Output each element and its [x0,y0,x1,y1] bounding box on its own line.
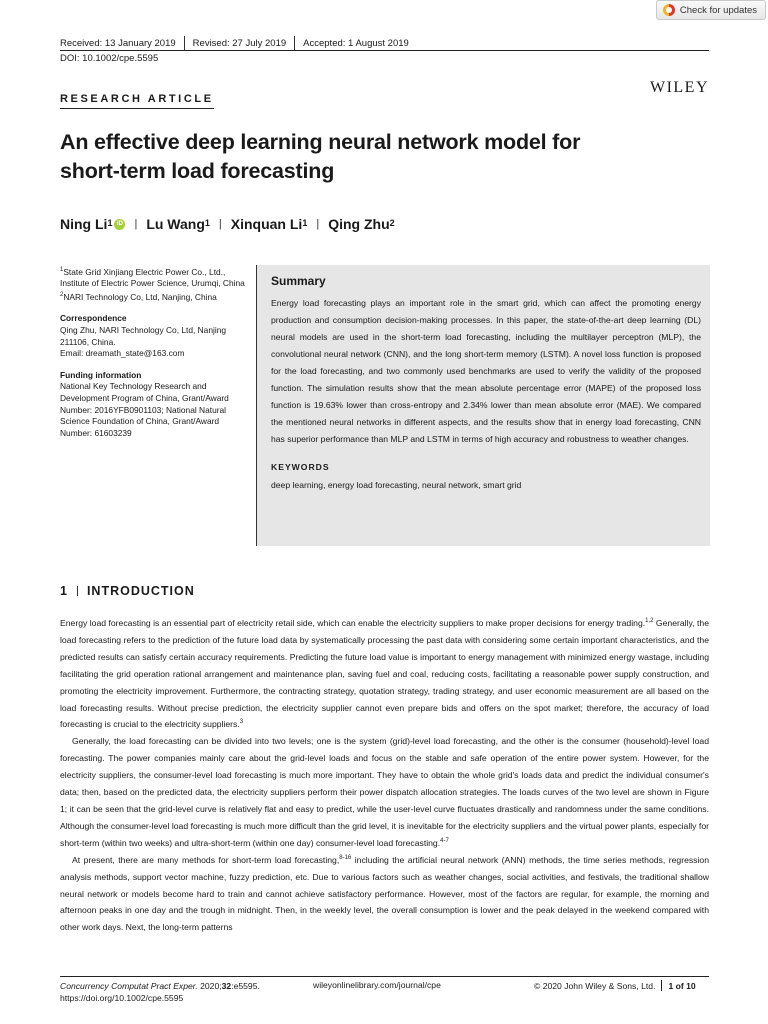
author-separator: | [316,218,320,230]
affiliation-mark: 1 [204,218,210,228]
funding-info [60,370,250,440]
citation-ref[interactable]: 8-16 [339,854,352,861]
affiliation-mark: 1 [60,267,64,273]
paragraph-text: Generally, the load forecasting can be divided into two levels; one is the system (grid)-level load forecasting, and the other is the consumer (household)-level load forecasting. The power companies mainly care about the grid-level loads and focus on the stable and safe operation of the entire power system. However, for the electricity suppliers, the consumer-level load forecasting is much more important. They have to obtain the whole grid's loads data and predict the individual consumer's data; then, based on the predicted data, the electricity suppliers perform their power dispatch allocation strategies. The loads curves of the two level are shown in Figure 1; it can be seen that the grid-level curve is relatively flat and easy to predict, while the user-level curve fluctuates drastically and randomness under the same conditions. Although the consumer-level load forecasting is much more difficult than the grid level, it is inevitable for the electricity suppliers and the virtual power plants, especially for short-term (within two weeks) and ultra-short-term (within one day) consumer-level load forecasting. [60,736,709,848]
article-type: RESEARCH ARTICLE [60,93,214,109]
footer-citation [60,980,260,1004]
article-title [60,128,700,186]
affiliations [60,265,250,303]
keywords: deep learning, energy load forecasting, neural network, smart grid [271,480,522,490]
check-for-updates-button[interactable] [656,0,766,20]
affiliation-mark: 1 [302,218,308,228]
page-number: 1 of 10 [668,980,696,991]
affiliation [60,265,250,290]
footer-right [534,980,696,991]
author-name[interactable]: Xinquan Li [230,216,303,232]
citation-ref[interactable]: 1,2 [645,618,654,625]
affiliation-mark: 2 [389,218,395,228]
received-date: Received: 13 January 2019 [60,37,176,49]
author-name[interactable]: Qing Zhu [328,216,390,232]
crossmark-icon [663,4,675,16]
author-list [60,216,395,232]
paragraph-text: Generally, the load forecasting refers to the prediction of the future load data by systematically processing the past data with considering some certain important characteristics, and the predicted results can satisfy certain accuracy requirements. Predicting the future load value is important to energy management with minimized energy wastage, including facilitating the grid operation rational arrangement and maintenance plan, saving fuel and coal, reducing costs, facilitating a reasonable power supply construction, and promoting the electricity improvement. Furthermore, the contracting strategy, quotation strategy, trading strategy, and user economic measurement are all based on the load forecasting results. Without precise prediction, the electricity supplier cannot even prepare bids and offers on the spot market; therefore, the accuracy of load forecasting is crucial to the electricity suppliers. [60,618,709,730]
accepted-date: Accepted: 1 August 2019 [303,37,409,49]
correspondence [60,313,250,359]
footer-separator [661,980,662,991]
affiliation-mark: 1 [107,218,113,228]
journal-site-link[interactable]: wileyonlinelibrary.com/journal/cpe [313,980,441,990]
affiliation-text: NARI Technology Co, Ltd, Nanjing, China [63,291,217,302]
affiliation-mark: 2 [60,291,64,298]
section-title: INTRODUCTION [86,584,195,598]
summary-heading: Summary [271,274,326,288]
article-info-column [60,265,250,449]
citation-article: :e5595. [231,981,260,991]
article-dates [60,36,409,50]
affiliation-text: State Grid Xinjiang Electric Power Co., Ltd., Institute of Electric Power Science, Urumqi, China [60,266,245,289]
correspondence-email[interactable]: Email: dreamath_state@163.com [60,348,185,359]
journal-citation [60,980,260,992]
paragraph [60,615,709,733]
date-separator [184,36,185,50]
funding-text: National Key Technology Research and Development Program of China, Grant/Award Number: 2016YFB0901103; National Natural Science Foundation of China, Grant/Award Number: 61603239 [60,381,229,438]
doi[interactable]: DOI: 10.1002/cpe.5595 [60,53,159,64]
paragraph-text: including the artificial neural network (ANN) methods, the time series methods, regression analysis methods, support vector machine, fuzzy prediction, etc. Due to various factors such as weather changes, social activities, and festivals, the traditional shallow neural network or models become hard to train and cannot achieve satisfactory performance. However, most of the factors are regular, for example, the morning and afternoon peaks in one day and the trough in midnight. Then, in the weekly level, the overall consumption is lower and the peak delayed in the weekend compared with other work days. Next, the long-term patterns [60,854,710,933]
citation-year: 2020; [197,981,222,991]
journal-name: Concurrency Computat Pract Exper. [60,981,198,991]
citation-ref[interactable]: 3 [239,719,244,726]
summary-box [256,265,710,546]
section-separator [77,586,78,596]
correspondence-text: Qing Zhu, NARI Technology Co, Ltd, Nanjing 211106, China. [60,324,227,347]
check-for-updates-label: Check for updates [679,4,757,16]
section-heading [60,584,195,598]
paragraph-text: At present, there are many methods for short-term load forecasting, [72,854,340,865]
author-name[interactable]: Ning Li [60,216,108,232]
summary-text: Energy load forecasting plays an important role in the smart grid, which can affect the promoting energy production and consumption decision-making processes. In this paper, the state-of-the-art deep learning (DL) neural models are used in the short-term load forecasting, including the multilayer perceptron (MLP), the convolutional neural network (CNN), and the long short-term memory (LSTM). A novel loss function is proposed for the load forecasting, and two commonly used benchmarks are used to verify the validity of the proposed function. The simulation results show that the mean absolute percentage error (MAPE) of the proposed loss function is 19.63% lower than cross-entropy and 2.34% lower than mean absolute error (MAE). We compared the mentioned neural networks in different aspects, and the results show that in energy load forecasting, CNN has superior performance than MLP and LSTM in terms of high accuracy and robustness to weather changes. [271,298,701,444]
paragraph-text: Energy load forecasting is an essential part of electricity retail side, which can enable the electricity suppliers to make proper decisions for energy trading. [60,618,646,628]
citation-volume: 32 [221,981,232,991]
revised-date: Revised: 27 July 2019 [192,37,287,49]
paragraph [60,852,709,937]
author-separator: | [134,218,138,230]
footer-rule [60,976,709,977]
title-line: An effective deep learning neural network model for [60,130,581,154]
keywords-heading: KEYWORDS [271,462,330,472]
introduction-body [60,615,709,936]
section-number: 1 [60,584,68,598]
citation-ref[interactable]: 4-7 [440,837,449,844]
header-rule [60,50,709,51]
affiliation [60,290,250,303]
author-separator: | [218,218,222,230]
author-name[interactable]: Lu Wang [146,216,205,232]
orcid-icon[interactable]: iD [114,219,125,230]
funding-heading: Funding information [60,369,142,380]
date-separator [294,36,295,50]
footer-doi-link[interactable]: https://doi.org/10.1002/cpe.5595 [60,993,184,1003]
title-line: short-term load forecasting [60,159,335,183]
paragraph [60,733,709,851]
correspondence-heading: Correspondence [60,313,127,324]
publisher-logo: WILEY [649,79,709,96]
copyright: © 2020 John Wiley & Sons, Ltd. [534,980,656,991]
